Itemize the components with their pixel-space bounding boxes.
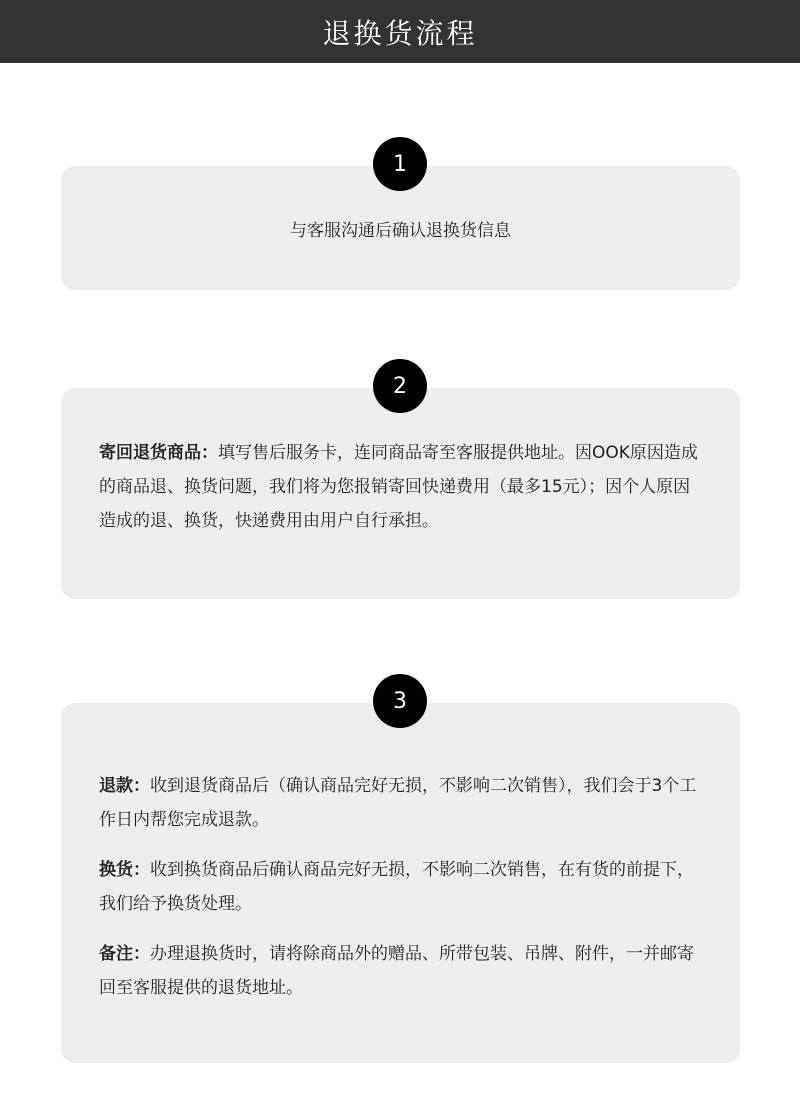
- step-2-card: [61, 388, 740, 599]
- refund-text: 收到退货商品后（确认商品完好无损，不影响二次销售），我们会于3个工作日内帮您完成退款。: [99, 776, 697, 830]
- step-2-label: 寄回退货商品：: [99, 443, 218, 463]
- step-3-card: [61, 703, 740, 1063]
- step-2-content: [99, 436, 706, 538]
- step-2-number-badge: 2: [373, 359, 427, 413]
- refund-paragraph: [99, 769, 700, 837]
- step-3-content: [99, 769, 700, 1021]
- step-1-text: 与客服沟通后确认退换货信息: [290, 221, 511, 241]
- header-bar: [0, 0, 800, 63]
- step-1-number-badge: 1: [373, 137, 427, 191]
- exchange-paragraph: [99, 853, 700, 921]
- refund-label: 退款：: [99, 776, 150, 796]
- note-text: 办理退换货时，请将除商品外的赠品、所带包装、吊牌、附件，一并邮寄回至客服提供的退货地址。: [99, 944, 694, 998]
- note-paragraph: [99, 937, 700, 1005]
- page-title: 退换货流程: [322, 16, 478, 50]
- step-3-number-badge: 3: [373, 674, 427, 728]
- step-2-text: 填写售后服务卡，连同商品寄至客服提供地址。因OOK原因造成的商品退、换货问题，我们将为您报销寄回快递费用（最多15元）；因个人原因造成的退、换货，快递费用由用户自行承担。: [99, 443, 698, 531]
- step-2-paragraph: [99, 436, 706, 538]
- exchange-text: 收到换货商品后确认商品完好无损，不影响二次销售，在有货的前提下，我们给予换货处理。: [99, 860, 694, 914]
- note-label: 备注：: [99, 944, 150, 964]
- exchange-label: 换货：: [99, 860, 150, 880]
